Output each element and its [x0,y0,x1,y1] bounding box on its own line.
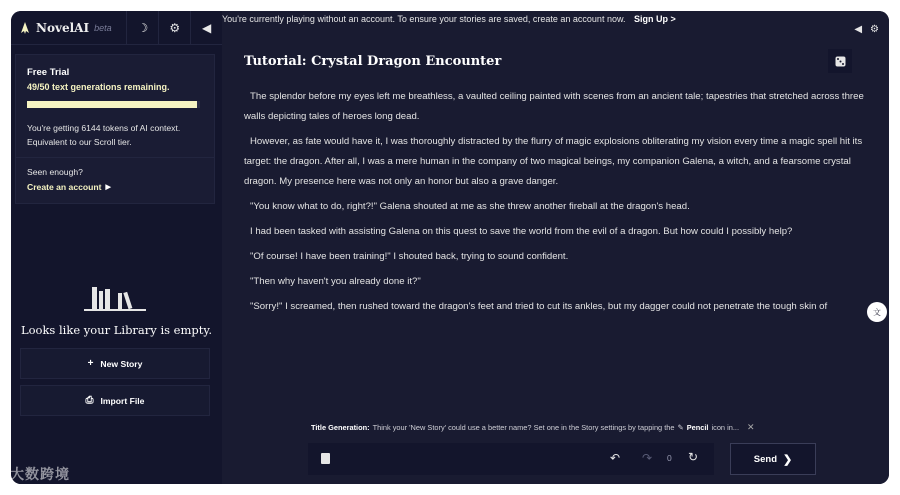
import-icon: ⎙ [85,395,94,406]
sidebar [11,11,222,484]
brand-name: NovelAI [36,20,90,35]
redo-icon[interactable]: ↷ [642,451,653,465]
tip-pencil: Pencil [686,422,709,432]
redo-count: 0 [667,453,672,463]
story-paragraph: "Sorry!" I screamed, then rushed toward the dragon's feet and tried to cut its ankles, but my dagger could not penetrate the tough skin of [250,301,828,312]
new-story-label: New Story [100,358,143,369]
story-paragraph: However, as fate would have it, I was thoroughly distracted by the flurry of magic explosions obliterating my vision every time a magic spell hit its target: the dragon. After all, I was a mere human in the company of two magical beings, my companion Galena, a witch, and a fearsome crystal dragon. My presence here was not only an honor but also a grave danger. [244,136,863,187]
bookshelf-icon [84,283,146,313]
translate-button[interactable] [867,302,887,322]
settings-button[interactable] [158,11,190,45]
account-banner [222,14,889,24]
input-bar [308,443,714,475]
new-story-button[interactable] [20,348,210,379]
trial-title: Free Trial [27,67,70,78]
story-text[interactable] [244,87,874,322]
tip-text: Think your 'New Story' could use a better name? Set one in the Story settings by tapping the [372,422,675,432]
collapse-sidebar-button[interactable] [190,11,222,45]
generations-progress-bar [27,101,200,108]
main-area [222,11,889,484]
translate-icon: 文 [873,307,881,317]
top-right-controls [854,24,879,35]
send-label: Send [753,453,777,465]
generations-remaining: 49/50 text generations remaining. [27,82,170,92]
moon-icon: ☽ [137,20,149,35]
import-file-label: Import File [100,395,145,406]
triangle-left-icon: ◀ [201,20,212,35]
close-icon[interactable]: ✕ [747,421,755,432]
library-empty-text: Looks like your Library is empty. [20,323,212,337]
watermark: 大数跨境 [10,466,70,482]
send-button[interactable] [730,443,816,475]
random-dice-button[interactable] [828,49,852,73]
novelai-logo-icon [19,22,31,34]
chevron-right-icon: ❯ [783,453,793,466]
gear-icon[interactable]: ⚙ [870,24,879,35]
story-paragraph: "Of course! I have been training!" I shouted back, trying to sound confident. [250,251,569,262]
collapse-right-icon[interactable]: ◀ [854,24,863,35]
dice-icon [835,56,846,67]
story-paragraph: "You know what to do, right?!" Galena shouted at me as she threw another fireball at the dragon's head. [250,201,690,212]
retry-icon[interactable]: ↻ [688,450,699,464]
brand[interactable] [11,11,126,45]
beta-label: beta [94,22,112,33]
sign-up-link[interactable]: Sign Up > [633,14,676,24]
import-file-button[interactable] [20,385,210,416]
theme-moon-button[interactable] [126,11,158,45]
story-paragraph: I had been tasked with assisting Galena on this quest to save the world from the evil of a dragon. But how could I possibly help? [250,226,793,237]
create-account-label: Create an account [27,182,102,192]
title-generation-tip [311,418,811,436]
banner-text: You're currently playing without an account. To ensure your stories are saved, create an account now. [222,14,626,24]
context-info: You're getting 6144 tokens of AI context. Equivalent to our Scroll tier. [27,123,181,147]
tip-label: Title Generation: [311,422,370,432]
document-icon[interactable] [321,453,330,464]
tip-suffix: icon in... [711,422,740,432]
pencil-icon: ✎ [677,422,684,432]
divider [16,157,214,158]
create-account-link[interactable] [27,182,111,192]
free-trial-panel [15,54,215,204]
undo-icon[interactable]: ↶ [610,451,621,465]
gear-icon: ⚙ [169,20,181,35]
triangle-right-icon: ▶ [105,184,111,191]
story-paragraph: The splendor before my eyes left me breathless, a vaulted ceiling painted with scenes from an ancient tale; tapestries that stretched across three walls depicting tales of heroes long dead. [244,91,864,122]
story-paragraph: "Then why haven't you already done it?" [250,276,421,287]
seen-enough-text: Seen enough? [27,167,83,177]
sidebar-header [11,11,222,45]
story-title: Tutorial: Crystal Dragon Encounter [244,54,502,69]
app-window [11,11,889,484]
plus-icon: + [87,358,94,369]
progress-fill [27,101,197,108]
